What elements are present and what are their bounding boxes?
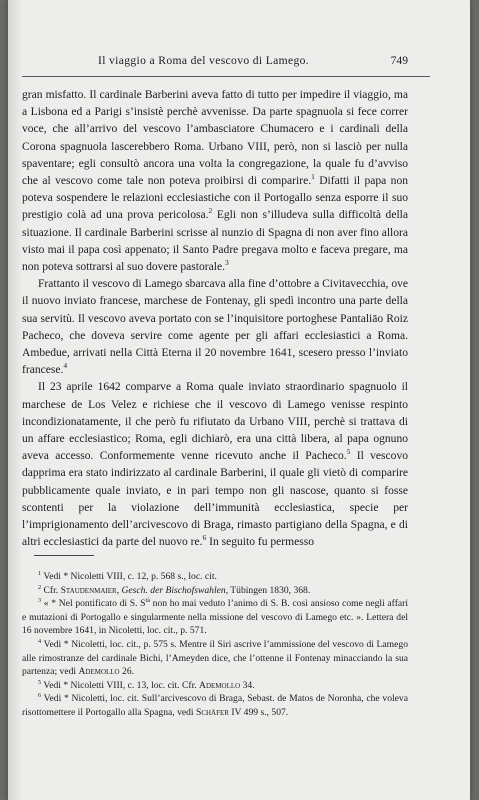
paragraph xyxy=(22,379,408,551)
superscript: 1 xyxy=(311,172,315,182)
paragraph xyxy=(22,276,408,379)
text-run: non ho mai veduto l’animo di S. B. così ansioso come negli affari e mutazioni di Portogallo e singularmente nella missione del vescovo di Lamego etc. ». Lettera del 16 novembre 1641, in Nicoletti, loc. cit., p. 571. xyxy=(22,598,409,637)
footnote-separator xyxy=(34,555,94,556)
header-rule xyxy=(22,76,430,77)
author-name: Ademollo xyxy=(78,666,120,678)
text-run: 34. xyxy=(240,679,255,691)
footnote-number: 4 xyxy=(38,637,42,645)
text-run: Vedi * Nicoletti VIII, c. 13, loc. cit. Cfr. xyxy=(41,679,200,691)
text-run: « * Nel pontificato di S. S xyxy=(41,598,146,610)
superscript: 5 xyxy=(346,447,351,457)
footnote-number: 6 xyxy=(38,692,42,700)
text-run: Vedi * Nicoletti, loc. cit., p. 575 s. Mentre il Siri ascrive l’ammissione del vescovo di Lamego alle rimostranze del cardinale Bichi, l’Ameyden dice, che l’ottenne il Fontenay minacciando la sua partenza; vedi xyxy=(22,638,408,678)
footnote xyxy=(22,597,408,638)
text-run: gran misfatto. Il cardinale Barberini aveva fatto di tutto per impedire il viaggio, ma a Lisbona ed a Parigi s’insistè perchè avvenisse. Da parte spagnuola si fece correr voce, che all’arrivo del vescovo l’ambasciatore Chumacero e i cardinali della Corona spagnuola lascerebbero Roma. Urbano VIII, però, non si lasciò per nulla spaventare; egli consultò ancora una volta la congregazione, la quale fu d’avviso che al vescovo come tale non poteva proibirsi di comparire. xyxy=(22,89,408,188)
footnote-number: 3 xyxy=(38,597,42,604)
book-page xyxy=(8,0,470,800)
footnote xyxy=(22,679,408,693)
footnote xyxy=(22,584,408,598)
author-name: Ademollo xyxy=(199,679,241,691)
footnote xyxy=(22,692,408,719)
footnotes xyxy=(22,570,408,720)
text-run: Il 23 aprile 1642 comparve a Roma quale inviato straordinario spagnuolo il marchese de Los Velez e richiese che il vescovo di Lamego venisse respinto incondizionatamente, il che però fu rifiutato da Urbano VIII, perchè si trattava di un affare ecclesiastico; Roma, egli dichiarò, era una città libera, al papa ognuno aveva accesso. Conformemente venne ricevuto anche il Pacheco. xyxy=(22,381,408,463)
author-name: Schäfer xyxy=(195,706,229,718)
superscript: 3 xyxy=(224,258,229,268)
footnote-number: 1 xyxy=(38,569,42,577)
text-run: Vedi * Nicoletti VIII, c. 12, p. 568 s., loc. cit. xyxy=(41,571,217,582)
text-run: Vedi * Nicoletti, loc. cit. Sull’arcivescovo di Braga, Sebast. de Matos de Noronha, che voleva risottomettere il Portogallo alla Spagna, vedi xyxy=(22,693,408,718)
superscript: 6 xyxy=(202,533,207,543)
text-run: IV 499 s., 507. xyxy=(228,706,289,718)
superscript: 2 xyxy=(208,206,213,216)
work-title: Gesch. der Bischofswahlen xyxy=(121,584,226,596)
footnote xyxy=(22,638,408,679)
footnote-number: 2 xyxy=(38,583,42,591)
text-run: 26. xyxy=(119,666,135,678)
text-run: Cfr. xyxy=(41,584,61,596)
running-title: Il viaggio a Roma del vescovo di Lamego. xyxy=(98,54,310,67)
superscript: tà xyxy=(145,597,150,604)
paragraph xyxy=(22,87,408,276)
footnote-number: 5 xyxy=(38,678,42,686)
text-run: Difatti il papa non poteva sospendere le relazioni ecclesiastiche con il Portogallo senza esporre il suo prestigio colà ad una prova pericolosa. xyxy=(22,175,408,222)
running-header xyxy=(8,54,470,70)
body-text xyxy=(22,87,408,551)
footnote xyxy=(22,570,408,584)
text-run: In seguito fu permesso xyxy=(206,536,315,549)
text-run: Egli non s’illudeva sulla difficoltà della situazione. Il cardinale Barberini scrisse al nunzio di Spagna di non aver fino allora visto mai il papa così appenato; il Santo Padre pregava molto e faceva pregare, ma non poteva sottrarsi al suo dovere pastorale. xyxy=(22,209,408,274)
text-run: , xyxy=(116,584,122,596)
page-number: 749 xyxy=(390,54,408,67)
text-run: Frattanto il vescovo di Lamego sbarcava alla fine d’ottobre a Civitavecchia, ove il nuovo inviato francese, marchese de Fontenay, gli spedì incontro una parte della sua servitù. Il vescovo aveva portato con se l’inquisitore portoghese Pantaliāo Roiz Pacheco, che doveva servire come agente per gli affari ecclesiastici a Roma. Ambedue, arrivati nella Città Eterna il 20 novembre 1641, scesero presso l’inviato francese. xyxy=(22,278,409,377)
superscript: 4 xyxy=(63,361,68,371)
text-run: , Tübingen 1830, 368. xyxy=(225,584,311,596)
author-name: Staudenmaier xyxy=(60,584,117,596)
gutter-shadow xyxy=(8,0,22,800)
text-run: Il vescovo dapprima era stato indirizzato al cardinale Barberini, il quale gli vietò di comparire pubblicamente quale inviato, e in pari tempo non gli nascose, quanto si fosse scontenti per la violazione dell’immunità ecclesiastica, specie per l’imprigionamento dell’arcivescovo di Braga, rimasto partigiano della Spagna, e di altri ecclesiastici da parte del nuovo re. xyxy=(22,450,408,549)
